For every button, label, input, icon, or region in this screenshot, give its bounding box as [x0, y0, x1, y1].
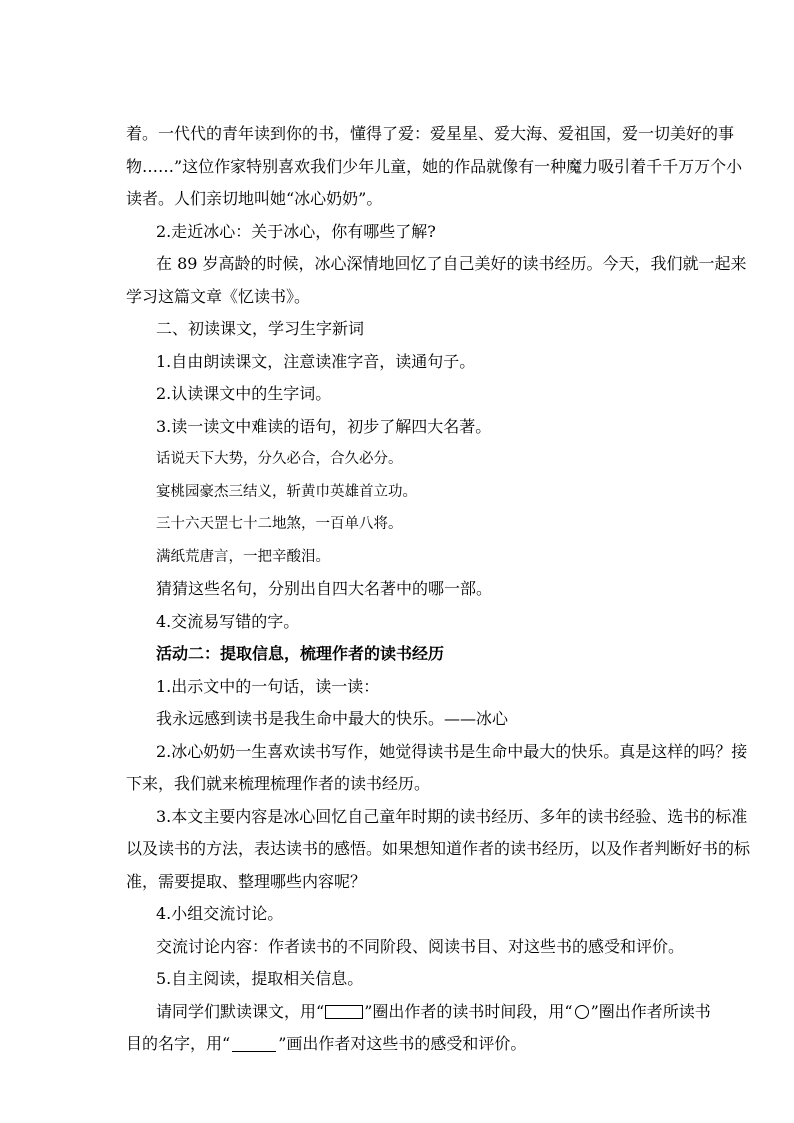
- paragraph-line: 物……”这位作家特别喜欢我们少年儿童，她的作品就像有一种魔力吸引着千千万万个小: [126, 156, 743, 176]
- famous-quote: 满纸荒唐言，一把辛酸泪。: [156, 548, 330, 565]
- document-body: [126, 118, 751, 1061]
- paragraph-line: 3.本文主要内容是冰心回忆自己童年时期的读书经历、多年的读书经验、选书的标准: [156, 806, 748, 826]
- list-item: 1.出示文中的一句话，读一读：: [156, 676, 380, 696]
- paragraph-line: 读者。人们亲切地叫她“冰心奶奶”。: [126, 189, 383, 208]
- instruction-text: ”圈出作者所读书: [590, 1001, 711, 1021]
- paragraph-line: 以及读书的方法，表达读书的感悟。如果想知道作者的读书经历，以及作者判断好书的标: [126, 839, 751, 858]
- activity-heading: 活动二：提取信息，梳理作者的读书经历: [156, 644, 445, 663]
- list-item: 4.小组交流讨论。: [156, 904, 284, 923]
- instruction-text: ”圈出作者的读书时间段，用“: [364, 1001, 573, 1021]
- famous-quote: 三十六天罡七十二地煞，一百单八将。: [156, 516, 403, 532]
- paragraph-line: 着。一代代的青年读到你的书，懂得了爱：爱星星、爱大海、爱祖国，爱一切美好的事: [126, 124, 735, 143]
- paragraph-line: 交流讨论内容：作者读书的不同阶段、阅读书目、对这些书的感受和评价。: [156, 936, 685, 956]
- list-item: 4.交流易写错的字。: [156, 611, 300, 631]
- list-item: 2.认读课文中的生字词。: [156, 384, 332, 403]
- approach-question: 2.走近冰心：关于冰心，你有哪些了解?: [156, 221, 436, 241]
- list-item: 3.读一读文中难读的语句，初步了解四大名著。: [156, 416, 492, 436]
- circle-mark-icon: [575, 1005, 589, 1019]
- paragraph-line: 在 89 岁高龄的时候，冰心深情地回忆了自己美好的读书经历。今天，我们就一起来: [156, 254, 747, 273]
- instruction-text: 请同学们默读课文，用“: [156, 1001, 325, 1021]
- list-item: 5.自主阅读，提取相关信息。: [156, 969, 364, 988]
- instruction-line: [126, 996, 720, 1029]
- famous-quote: 宴桃园豪杰三结义，斩黄巾英雄首立功。: [156, 483, 417, 500]
- instruction-line: [126, 1028, 720, 1061]
- paragraph-line: 2.冰心奶奶一生喜欢读书写作，她觉得读书是生命中最大的快乐。真是这样的吗？接: [156, 741, 748, 761]
- underline-mark-icon: [232, 1037, 276, 1052]
- quote-line: 我永远感到读书是我生命中最大的快乐。——冰心: [156, 709, 509, 728]
- section-heading: 二、初读课文，学习生字新词: [156, 319, 365, 338]
- list-item: 1.自由朗读课文，注意读准字音，读通句子。: [156, 351, 476, 371]
- instruction-text: 目的名字，用“: [126, 1034, 231, 1053]
- rectangle-mark-icon: [325, 1005, 363, 1019]
- famous-quote: 话说天下大势，分久必合，合久必分。: [156, 451, 403, 467]
- instruction-text: ”画出作者对这些书的感受和评价。: [278, 1034, 527, 1053]
- paragraph-line: 学习这篇文章《忆读书》。: [126, 286, 311, 306]
- paragraph-line: 猜猜这些名句，分别出自四大名著中的哪一部。: [156, 579, 493, 598]
- paragraph-line: 准，需要提取、整理哪些内容呢？: [126, 871, 367, 891]
- paragraph-line: 下来，我们就来梳理梳理作者的读书经历。: [126, 774, 431, 793]
